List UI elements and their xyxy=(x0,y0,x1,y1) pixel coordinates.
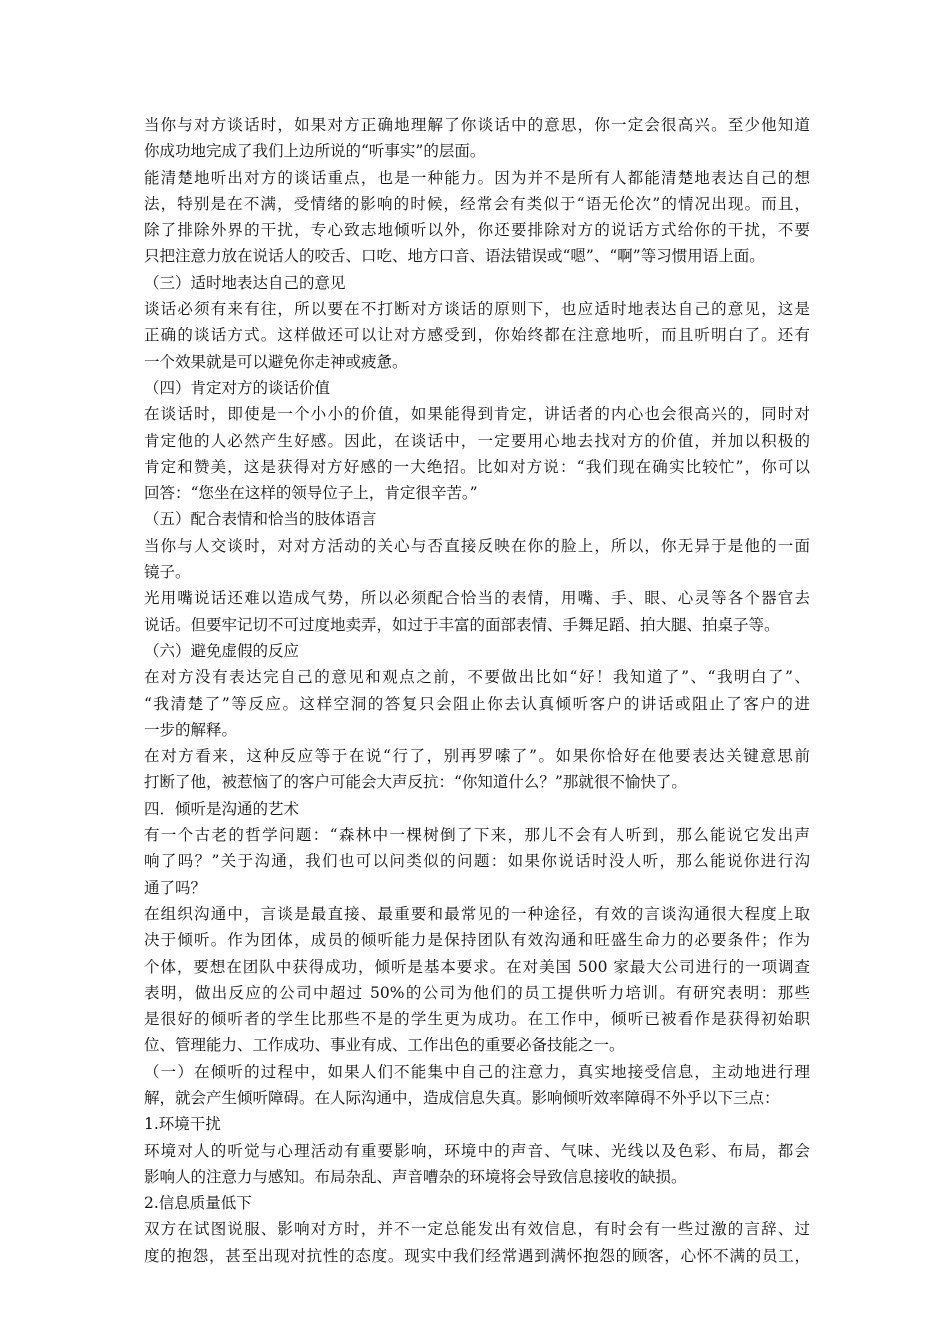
text-line: 镜子。 xyxy=(144,563,191,582)
text-line: “我清楚了”等反应。这样空洞的答复只会阻止你去认真倾听客户的讲话或阻止了客户的进 xyxy=(144,694,810,713)
text-line: 解，就会产生倾听障碍。在人际沟通中，造成信息失真。影响倾听效率障碍不外乎以下三点： xyxy=(144,1088,780,1107)
text-line: 当你与对方谈话时，如果对方正确地理解了你谈话中的意思，你一定会很高兴。至少他知道 xyxy=(144,116,810,134)
text-line: 一个效果就是可以避免你走神或疲惫。 xyxy=(144,352,408,371)
text-line: 打断了他，被惹恼了的客户可能会大声反抗：“你知道什么？”那就很不愉快了。 xyxy=(144,773,687,792)
text-line: 是很好的倾听者的学生比那些不是的学生更为成功。在工作中，倾听已被看作是获得初始职 xyxy=(144,1010,810,1029)
text-line: 你成功地完成了我们上边所说的“听事实”的层面。 xyxy=(144,142,486,161)
text-line: （一）在倾听的过程中，如果人们不能集中自己的注意力，真实地接受信息，主动地进行理 xyxy=(144,1062,810,1081)
text-line: 说话。但要牢记切不可过度地卖弄，如过于丰富的面部表情、手舞足蹈、拍大腿、拍桌子等。 xyxy=(144,615,780,634)
text-line: 谈话必须有来有往，所以要在不打断对方谈话的原则下，也应适时地表达自己的意见，这是 xyxy=(144,300,810,319)
text-line: 除了排除外界的干扰，专心致志地倾听以外，你还要排除对方的说话方式给你的干扰，不要 xyxy=(144,221,810,240)
text-line: （五）配合表情和恰当的肢体语言 xyxy=(144,510,377,529)
text-line: 能清楚地听出对方的谈话重点，也是一种能力。因为并不是所有人都能清楚地表达自己的想 xyxy=(144,168,810,187)
document-body xyxy=(144,112,810,1269)
text-line: 在对方看来，这种反应等于在说“行了，别再罗嗦了”。如果你恰好在他要表达关键意思前 xyxy=(144,747,810,766)
text-line: 当你与人交谈时，对对方活动的关心与否直接反映在你的脸上，所以，你无异于是他的一面 xyxy=(144,536,810,555)
text-line: （三）适时地表达自己的意见 xyxy=(144,273,346,292)
text-line: 影响人的注意力与感知。布局杂乱、声音嘈杂的环境将会导致信息接收的缺损。 xyxy=(144,1167,687,1186)
text-line: 在组织沟通中，言谈是最直接、最重要和最常见的一种途径，有效的言谈沟通很大程度上取 xyxy=(144,904,810,923)
text-line: 个体，要想在团队中获得成功，倾听是基本要求。在对美国 500 家最大公司进行的一项调查 xyxy=(144,957,810,976)
text-line: 只把注意力放在说话人的咬舌、口吃、地方口音、语法错误或“嗯”、“啊”等习惯用语上面。 xyxy=(144,247,765,266)
text-line: 位、管理能力、工作成功、事业有成、工作出色的重要必备技能之一。 xyxy=(144,1036,625,1055)
text-line: 1.环境干扰 xyxy=(144,1115,221,1134)
text-line: 在对方没有表达完自己的意见和观点之前，不要做出比如“好！我知道了”、“我明白了”、 xyxy=(144,668,810,687)
text-line: 2.信息质量低下 xyxy=(144,1194,252,1213)
text-line: 光用嘴说话还难以造成气势，所以必须配合恰当的表情，用嘴、手、眼、心灵等各个器官去 xyxy=(144,589,810,608)
text-line: 一步的解释。 xyxy=(144,720,238,739)
text-line: 双方在试图说服、影响对方时，并不一定总能发出有效信息，有时会有一些过激的言辞、过 xyxy=(144,1220,810,1239)
text-line: 回答：“您坐在这样的领导位子上，肯定很辛苦。” xyxy=(144,484,478,503)
text-line: 环境对人的听觉与心理活动有重要影响，环境中的声音、气味、光线以及色彩、布局，都会 xyxy=(144,1141,810,1160)
text-line: 肯定和赞美，这是获得对方好感的一大绝招。比如对方说：“我们现在确实比较忙”，你可以 xyxy=(144,457,810,476)
text-line: 表明，做出反应的公司中超过 50%的公司为他们的员工提供听力培训。有研究表明：那些 xyxy=(144,983,810,1002)
text-line: （六）避免虚假的反应 xyxy=(144,641,300,660)
text-line: 响了吗？”关于沟通，我们也可以问类似的问题：如果你说话时没人听，那么能说你进行沟 xyxy=(144,852,810,871)
text-line: 肯定他的人必然产生好感。因此，在谈话中，一定要用心地去找对方的价值，并加以积极的 xyxy=(144,431,810,450)
text-line: 在谈话时，即使是一个小小的价值，如果能得到肯定，讲话者的内心也会很高兴的，同时对 xyxy=(144,405,810,424)
text-line: 有一个古老的哲学问题：“森林中一棵树倒了下来，那儿不会有人听到，那么能说它发出声 xyxy=(144,826,810,845)
text-line: 四．倾听是沟通的艺术 xyxy=(144,799,300,818)
text-line: 法，特别是在不满，受情绪的影响的时候，经常会有类似于“语无伦次”的情况出现。而且， xyxy=(144,194,810,213)
text-line: 决于倾听。作为团体，成员的倾听能力是保持团队有效沟通和旺盛生命力的必要条件；作为 xyxy=(144,931,810,950)
text-line: 正确的谈话方式。这样做还可以让对方感受到，你始终都在注意地听，而且听明白了。还有 xyxy=(144,326,810,345)
text-line: 通了吗？ xyxy=(144,878,207,897)
text-line: 度的抱怨，甚至出现对抗性的态度。现实中我们经常遇到满怀抱怨的顾客，心怀不满的员工， xyxy=(144,1246,810,1265)
text-line: （四）肯定对方的谈话价值 xyxy=(144,378,331,397)
